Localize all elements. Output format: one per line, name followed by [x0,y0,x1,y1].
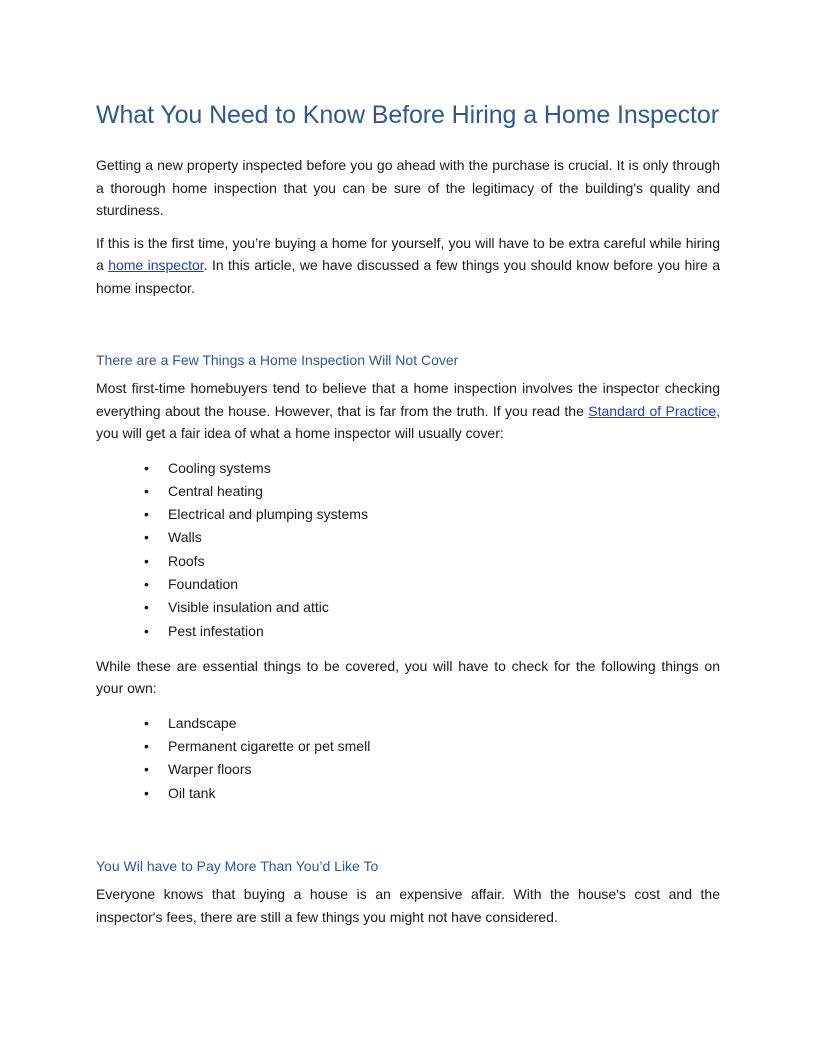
list-item-text: Central heating [168,482,263,499]
intro-paragraph-1: Getting a new property inspected before you go ahead with the purchase is crucial. It is only through a thorough home inspection that you can be sure of the legitimacy of the building's quality and sturdiness. [96,157,720,218]
list-item-text: Electrical and plumping systems [168,506,368,523]
section1-text-before-link: Most first-time homebuyers tend to believe that a home inspection involves the inspector checking everything about the house. However, that is far from the truth. If you read the [96,380,720,419]
list-item [144,573,720,596]
page-title: What You Need to Know Before Hiring a Home Inspector [96,101,719,129]
list-item [144,457,720,480]
document-page [96,98,720,938]
bullet-icon: • [144,529,149,546]
section1-text-after-link: , you will get a fair idea of what a home inspector will usually cover: [96,402,720,441]
bullet-icon: • [144,575,149,592]
list-item [144,596,720,619]
bullet-icon: • [144,738,149,755]
list-item-text: Pest infestation [168,622,264,639]
list-item-text: Cooling systems [168,459,271,476]
list-item-text: Walls [168,529,202,546]
intro-text-before-link: If this is the first time, you’re buying a home for yourself, you will have to be extra careful while hiring a [96,234,720,273]
section1-paragraph-2: While these are essential things to be covered, you will have to check for the following things on your own: [96,657,720,697]
own-check-items-list [96,712,720,805]
list-item [144,758,720,781]
bullet-icon: • [144,714,149,731]
list-item [144,735,720,758]
bullet-icon: • [144,552,149,569]
bullet-icon: • [144,761,149,778]
list-item [144,620,720,643]
list-item [144,526,720,549]
list-item [144,503,720,526]
list-item-text: Warper floors [168,761,252,778]
list-item [144,782,720,805]
list-item-text: Permanent cigarette or pet smell [168,738,371,755]
covered-items-list [96,457,720,643]
standard-of-practice-link[interactable]: Standard of Practice [588,402,717,419]
intro-text-after-link: . In this article, we have discussed a few things you should know before you hire a home inspector. [96,257,720,296]
list-item-text: Roofs [168,552,205,569]
bullet-icon: • [144,599,149,616]
list-item [144,480,720,503]
bullet-icon: • [144,784,149,801]
home-inspector-link[interactable]: home inspector [108,257,204,273]
bullet-icon: • [144,459,149,476]
list-item-text: Oil tank [168,784,216,801]
list-item [144,550,720,573]
section2-paragraph-1: Everyone knows that buying a house is an expensive affair. With the house's cost and the inspector's fees, there are still a few things you might not have considered. [96,886,720,925]
bullet-icon: • [144,482,149,499]
bullet-icon: • [144,506,149,523]
bullet-icon: • [144,622,149,639]
list-item-text: Foundation [168,575,239,592]
intro-paragraph-2 [96,232,720,300]
list-item [144,712,720,735]
list-item-text: Landscape [168,714,237,731]
section1-paragraph-1 [96,377,720,445]
section2-heading: You Wil have to Pay More Than You’d Like To [96,858,379,875]
list-item-text: Visible insulation and attic [168,599,329,616]
section1-heading: There are a Few Things a Home Inspection Will Not Cover [96,352,459,368]
